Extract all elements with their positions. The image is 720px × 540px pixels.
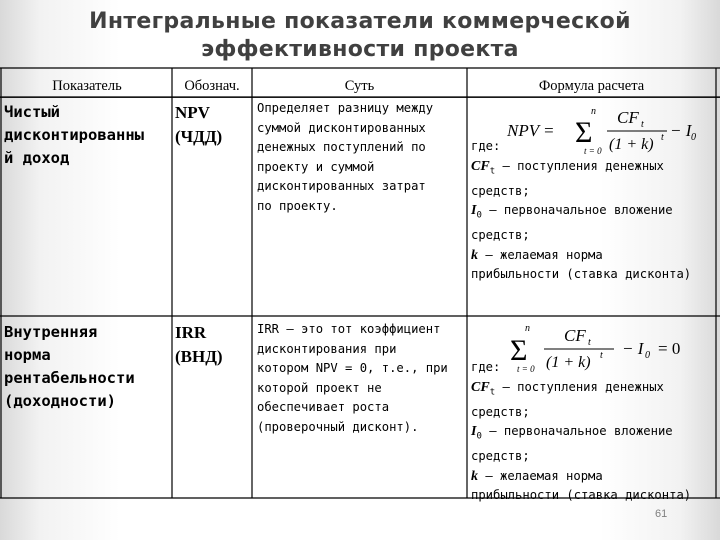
formula-npv-denominator-sup: t — [661, 132, 664, 143]
legend-irr-cf — [471, 378, 691, 403]
essence-irr-line: (проверочный дисконт). — [257, 419, 419, 434]
formula-irr-denominator: (1 + k) — [546, 354, 591, 371]
header-abbreviation: Обознач. — [184, 78, 240, 94]
formula-irr-tail-sub: 0 — [645, 350, 650, 361]
abbr-npv-line-2: (ЧДД) — [175, 127, 223, 146]
header-indicator: Показатель — [52, 78, 122, 94]
k-symbol: k — [471, 468, 478, 484]
cf-symbol: CF — [471, 379, 490, 395]
abbr-irr-line-2: (ВНД) — [175, 347, 223, 366]
k-description: – желаемая норма — [478, 468, 603, 483]
slide-title — [0, 8, 720, 64]
i-symbol: I — [471, 424, 477, 440]
formula-npv-tail-sub: 0 — [691, 132, 696, 143]
abbr-irr — [175, 321, 223, 369]
sigma-icon: Σ — [510, 334, 528, 367]
indicator-irr-line-4: (доходности) — [4, 392, 116, 410]
formula-npv-tail: − I — [670, 121, 692, 140]
formula-npv-numerator-sub: t — [641, 119, 644, 130]
formula-npv-sum-top: n — [591, 106, 596, 117]
essence-npv-line: денежных поступлений по — [257, 140, 426, 154]
i-symbol: I — [471, 203, 477, 219]
essence-npv-line: дисконтированных затрат — [257, 179, 426, 193]
i-description: – первоначальное вложение — [481, 203, 673, 218]
formula-irr-numerator: CF — [564, 326, 586, 345]
essence-irr-line: котором NPV = 0, т.е., при — [257, 361, 448, 375]
formula-irr-numerator-sub: t — [588, 337, 591, 348]
legend-npv — [471, 137, 691, 285]
legend-npv-cf-cont: средств; — [471, 183, 530, 198]
header-formula: Формула расчета — [538, 78, 645, 94]
essence-npv-line: по проекту. — [257, 198, 338, 213]
indicator-npv — [4, 101, 144, 170]
essence-npv — [257, 99, 433, 216]
indicator-irr-line-1: Внутренняя — [4, 323, 98, 341]
formula-irr-denominator-sup: t — [600, 350, 603, 361]
legend-npv-i — [471, 201, 691, 226]
cf-description: – поступления денежных — [495, 158, 664, 173]
legend-irr-i-cont: средств; — [471, 449, 530, 464]
legend-irr-where: где: — [471, 360, 501, 374]
formula-irr-sum-bottom: t = 0 — [517, 364, 535, 374]
formula-npv-lhs: NPV = — [507, 121, 555, 140]
abbr-npv — [175, 101, 222, 149]
i-subscript: 0 — [476, 210, 482, 221]
essence-irr-line: дисконтирования при — [257, 341, 397, 356]
indicator-irr — [4, 321, 135, 413]
formula-npv-sum-bottom: t = 0 — [584, 146, 602, 156]
essence-npv-line: Определяет разницу между — [257, 101, 434, 115]
indicator-irr-line-3: рентабельности — [4, 369, 135, 387]
abbr-npv-line-1: NPV — [175, 103, 210, 122]
indicator-npv-line-2: дисконтированны — [4, 126, 144, 144]
i-description: – первоначальное вложение — [481, 424, 673, 439]
k-symbol: k — [471, 247, 478, 263]
formula-irr-rhs: = 0 — [658, 339, 681, 358]
indicator-npv-line-1: Чистый — [4, 103, 60, 121]
legend-irr-i — [471, 422, 691, 447]
abbr-irr-line-1: IRR — [175, 323, 207, 342]
i-subscript: 0 — [476, 431, 482, 442]
legend-npv-k-cont: прибыльности (ставка дисконта) — [471, 267, 692, 282]
essence-irr — [257, 320, 448, 437]
essence-irr-line: IRR – это тот коэффициент — [257, 322, 441, 336]
essence-irr-line: которой проект не — [257, 380, 382, 395]
cf-subscript: t — [489, 387, 496, 398]
indicator-irr-line-2: норма — [4, 346, 51, 364]
title-line-2: эффективности проекта — [201, 37, 519, 62]
legend-irr — [471, 358, 691, 506]
legend-npv-i-cont: средств; — [471, 228, 530, 243]
essence-irr-line: обеспечивает роста — [257, 400, 390, 414]
formula-npv-numerator: CF — [617, 108, 639, 127]
essence-npv-line: проекту и суммой — [257, 159, 375, 174]
sigma-icon: Σ — [575, 116, 593, 149]
legend-npv-k — [471, 246, 691, 266]
k-description: – желаемая норма — [478, 247, 603, 262]
cf-symbol: CF — [471, 158, 490, 174]
cf-description: – поступления денежных — [495, 379, 664, 394]
legend-irr-k — [471, 467, 691, 487]
formula-irr-tail: − I — [622, 339, 644, 358]
page-number: 61 — [655, 508, 668, 520]
indicator-npv-line-3: й доход — [4, 149, 70, 167]
cf-subscript: t — [489, 166, 496, 177]
formula-npv-denominator: (1 + k) — [609, 136, 654, 153]
header-essence: Суть — [344, 78, 375, 94]
title-line-1: Интегральные показатели коммерческой — [89, 9, 631, 34]
legend-npv-cf — [471, 157, 691, 182]
legend-npv-where: где: — [471, 139, 501, 153]
essence-npv-line: суммой дисконтированных — [257, 120, 426, 135]
legend-irr-cf-cont: средств; — [471, 404, 530, 419]
legend-irr-k-cont: прибыльности (ставка дисконта) — [471, 488, 692, 503]
formula-irr-sum-top: n — [525, 323, 530, 334]
